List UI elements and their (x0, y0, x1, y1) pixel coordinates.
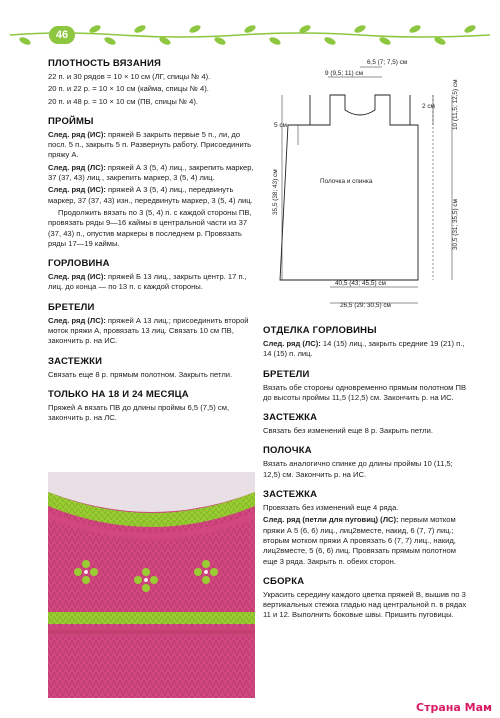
schema-left-armhole: 5 см (274, 122, 287, 129)
right-column (263, 325, 471, 630)
schema-strap-gap: 9 (9,5; 11) см (325, 70, 364, 77)
row-label: След. ряд (ИС): (48, 129, 106, 139)
size-section (48, 389, 255, 424)
straps-right-section (263, 369, 471, 404)
armholes-paragraph (48, 185, 255, 206)
gauge-section (48, 58, 255, 107)
row-label: След. ряд (ЛС): (48, 315, 106, 325)
straps-right-paragraph: Вязать обе стороны одновременно прямым полотном ПВ до высоты проймы 11,5 (12,5) см. Закончить р. на ИС. (263, 382, 467, 402)
neck-finish-paragraph (263, 339, 471, 360)
armholes-section (48, 116, 255, 249)
front-section (263, 445, 471, 480)
gauge-line: 20 п. и 22 р. = 10 × 10 см (кайма, спицы № 4). (48, 84, 209, 94)
straps-paragraph (48, 316, 255, 347)
knitted-dress-photo (48, 472, 255, 698)
row-text: пряжей А 3 (5, 4) лиц., передвинуть маркер, 37 (37, 43) изн., передвинуть маркер, 3 (5, 4) лиц. (48, 185, 253, 205)
row-label: След. ряд (ИС): (48, 185, 106, 195)
row-text: пряжей А 13 лиц.; присоединить второй моток пряжи А, провязать 13 лиц. Связать 10 см ПВ, закончить р. на ИС. (48, 315, 249, 346)
fastener-right-section (263, 412, 471, 436)
fastener-right2-title: ЗАСТЕЖКА (263, 489, 318, 501)
size-title: ТОЛЬКО НА 18 И 24 МЕСЯЦА (48, 388, 189, 400)
front-paragraph: Вязать аналогично спинке до длины проймы 10 (11,5; 12,5) см. Закончить р. на ИС. (263, 459, 453, 479)
row-label: След. ряд (ЛС): (48, 162, 106, 172)
page-number: 46 (49, 26, 75, 44)
schema-top-width: 6,5 (7; 7,5) см (367, 59, 408, 66)
neck-paragraph (48, 272, 255, 293)
straps-section (48, 302, 255, 347)
armholes-paragraph: Продолжить вязать по 3 (5, 4) п. с каждой стороны ПВ, провязать ряды 9—16 каймы в центральной части из 37 (37, 43) п., опустив маркеры в последнем р. Провязать ряды 17—19 каймы. (48, 207, 252, 248)
front-title: ПОЛОЧКА (263, 445, 312, 457)
left-column (48, 58, 255, 433)
fastener-section (48, 356, 255, 380)
neck-section (48, 258, 255, 293)
straps-title: БРЕТЕЛИ (48, 301, 95, 313)
schema-right-armhole: 10 (11,5; 12,5) см (452, 79, 459, 130)
row-text: пряжей А 3 (5, 4) лиц., закрепить маркер, 37 (37, 43) лиц., закрепить маркер, 3 (5, 4) лиц. (48, 162, 254, 183)
schema-bottom-outer: 26,5 (29; 30,5) см (340, 302, 391, 309)
gauge-line: 22 п. и 30 рядов = 10 × 10 см (ЛГ, спицы № 4). (48, 72, 211, 81)
assembly-section (263, 576, 471, 621)
row-text: первым мотком пряжи А 5 (6, 6) лиц., лиц2вместе, накид, 6 (7, 7) лиц.; вторым мотком пряжи А провязать 6 (7, 7) лиц., накид, лиц2вместе, 5 (6, 6) лиц. Провязать прямым полотном еще 3 ряда. Закрыть п. обеих сторон. (263, 515, 456, 566)
neck-title: ГОРЛОВИНА (48, 258, 110, 270)
armholes-paragraph (48, 163, 255, 184)
schema-strap-height: 2 см (422, 103, 435, 110)
fastener-right2-section (263, 489, 471, 567)
gauge-line: 20 п. и 48 р. = 10 × 10 см (ПВ, спицы № 4). (48, 96, 199, 106)
assembly-paragraph: Украсить середину каждого цветка пряжей В, вышив по 3 вертикальных стежка гладью над центральной п. в рядах 11 и 12. Выполнить боковые швы. Пришить пуговицы. (263, 589, 467, 620)
row-text: пряжей Б закрыть первые 5 п., ли, до посл. 5 п., закрыть 5 п. Развернуть работу. Присоединить пряжу А. (48, 129, 252, 160)
neck-finish-section (263, 325, 471, 360)
row-label: След. ряд (петли для пуговиц) (ЛС): (263, 515, 399, 525)
row-label: След. ряд (ЛС): (263, 339, 321, 348)
straps-right-title: БРЕТЕЛИ (263, 368, 310, 380)
armholes-title: ПРОЙМЫ (48, 115, 94, 127)
row-label: След. ряд (ИС): (48, 272, 106, 282)
fastener-right-title: ЗАСТЕЖКА (263, 412, 318, 424)
schema-bottom-inner: 40,5 (43; 45,5) см (335, 280, 386, 287)
neck-finish-title: ОТДЕЛКА ГОРЛОВИНЫ (263, 325, 377, 336)
gauge-title: ПЛОТНОСТЬ ВЯЗАНИЯ (48, 58, 162, 69)
row-text: пряжей Б 13 лиц., закрыть центр. 17 п., лиц. до конца — по 13 п. с каждой стороны. (48, 272, 247, 292)
size-paragraph: Пряжей А вязать ПВ до длины проймы 6,5 (7,5) см, закончить р. на ЛС. (48, 402, 230, 423)
vine-decoration (0, 22, 500, 48)
fastener-right-paragraph: Связать без изменений еще 8 р. Закрыть петли. (263, 426, 433, 436)
assembly-title: СБОРКА (263, 575, 305, 587)
fastener-paragraph: Связать еще 8 р. прямым полотном. Закрыть петли. (48, 369, 233, 379)
fastener-right2-paragraph (263, 515, 471, 566)
knit-texture (48, 472, 255, 698)
schema-body-height: 30,5 (31; 35,5) см (452, 199, 459, 250)
garment-schema (270, 55, 470, 315)
site-watermark: Страна Мам (416, 701, 492, 714)
row-text: 14 (15) лиц., закрыть средние 19 (21) п., 14 (15) п. лиц. (263, 339, 465, 359)
schema-total-height: 35,5 (38; 43) см (272, 169, 279, 215)
fastener-title: ЗАСТЕЖКИ (48, 355, 103, 367)
fastener-right2-paragraph: Провязать без изменений еще 4 ряда. (263, 503, 399, 513)
schema-outline (280, 95, 418, 280)
armholes-paragraph (48, 130, 255, 161)
schema-center-label: Полочка и спинка (320, 178, 373, 185)
